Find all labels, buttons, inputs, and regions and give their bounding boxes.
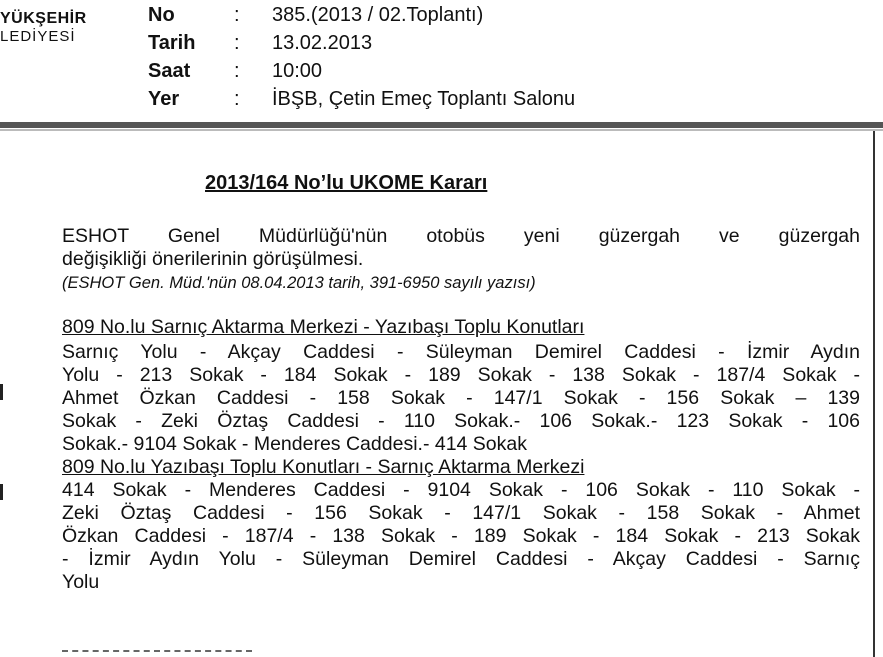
route-heading: 809 No.lu Sarnıç Aktarma Merkezi - Yazıbaşı Toplu Konutları — [62, 316, 585, 338]
margin-mark — [0, 384, 3, 400]
meta-colon: : — [234, 60, 240, 82]
meta-value: 10:00 — [272, 60, 323, 82]
meta-label: No — [148, 4, 175, 26]
route-heading: 809 No.lu Yazıbaşı Toplu Konutları - Sarnıç Aktarma Merkezi — [62, 456, 585, 478]
meta-colon: : — [234, 88, 240, 110]
meta-value: 385.(2013 / 02.Toplantı) — [272, 4, 484, 26]
header-divider — [0, 122, 883, 128]
municipality-logo-text — [0, 10, 120, 46]
meta-colon: : — [234, 4, 240, 26]
route-line: Zeki Öztaş Caddesi - 156 Sokak - 147/1 Sokak - 158 Sokak - Ahmet — [62, 502, 860, 524]
route-line: Özkan Caddesi - 187/4 - 138 Sokak - 189 Sokak - 184 Sokak - 213 Sokak — [62, 525, 860, 547]
route-line: Yolu - 213 Sokak - 184 Sokak - 189 Sokak - 138 Sokak - 187/4 Sokak - — [62, 364, 860, 386]
meta-label: Saat — [148, 60, 191, 82]
meta-value: 13.02.2013 — [272, 32, 373, 54]
meta-label: Yer — [148, 88, 180, 110]
route-line: 414 Sokak - Menderes Caddesi - 9104 Sokak - 106 Sokak - 110 Sokak - — [62, 479, 860, 501]
logo-line-1: YÜKŞEHİR — [0, 10, 87, 27]
meta-colon: : — [234, 32, 240, 54]
cut-off-text-fragment — [62, 650, 252, 656]
route-line: Sarnıç Yolu - Akçay Caddesi - Süleyman Demirel Caddesi - İzmir Aydın — [62, 341, 860, 363]
route-line: Yolu — [62, 571, 100, 593]
route-line: - İzmir Aydın Yolu - Süleyman Demirel Caddesi - Akçay Caddesi - Sarnıç — [62, 548, 860, 570]
meta-label: Tarih — [148, 32, 196, 54]
header-divider-shadow — [0, 129, 883, 131]
decision-title: 2013/164 No’lu UKOME Kararı — [205, 172, 488, 194]
route-line: Ahmet Özkan Caddesi - 158 Sokak - 147/1 Sokak - 156 Sokak – 139 — [62, 387, 860, 409]
route-line: Sokak - Zeki Öztaş Caddesi - 110 Sokak.- 106 Sokak.- 123 Sokak - 106 — [62, 410, 860, 432]
reference-note: (ESHOT Gen. Müd.'nün 08.04.2013 tarih, 391-6950 sayılı yazısı) — [62, 274, 536, 292]
margin-mark — [0, 484, 3, 500]
intro-line: ESHOT Genel Müdürlüğü'nün otobüs yeni güzergah ve güzergah — [62, 225, 860, 247]
intro-line: değişikliği önerilerinin görüşülmesi. — [62, 248, 364, 270]
route-line: Sokak.- 9104 Sokak - Menderes Caddesi.- 414 Sokak — [62, 433, 528, 455]
page-border-right — [873, 131, 875, 657]
logo-line-2: LEDİYESİ — [0, 28, 76, 45]
meta-value: İBŞB, Çetin Emeç Toplantı Salonu — [272, 88, 576, 110]
